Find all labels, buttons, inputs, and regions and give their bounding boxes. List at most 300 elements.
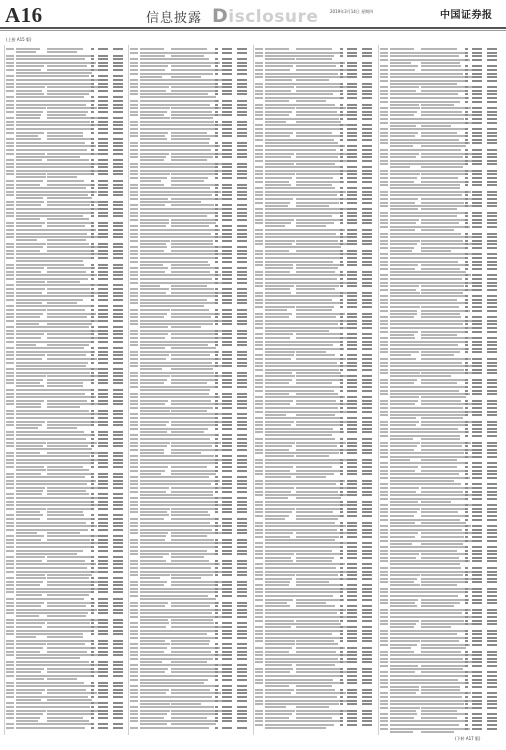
table-row-text (140, 58, 174, 60)
table-row-text (222, 647, 232, 649)
table-row-text (91, 702, 94, 704)
table-row-text (130, 58, 138, 60)
table-row-text (340, 438, 343, 440)
table-row-text (380, 633, 388, 635)
table-row-text (340, 462, 343, 464)
table-row-text (237, 153, 247, 155)
table-row-text (296, 142, 338, 144)
table-row-text (465, 222, 468, 224)
table-row-text (265, 584, 289, 586)
table-row-text (6, 706, 14, 708)
table-row-text (421, 156, 463, 158)
table-row-text (296, 83, 340, 85)
table-row-text (380, 574, 388, 576)
table-row-text (362, 428, 372, 430)
table-row-text (296, 525, 346, 527)
table-row-text (390, 529, 421, 531)
table-row-text (6, 661, 14, 663)
table-row-text (255, 76, 263, 78)
table-row-text (140, 153, 169, 155)
table-row-text (237, 449, 247, 451)
table-row-text (390, 731, 413, 733)
table-row-text (47, 295, 92, 297)
table-row-text (215, 651, 218, 653)
table-row-text (390, 396, 419, 398)
table-row-text (215, 518, 218, 520)
table-row-text (380, 261, 388, 263)
table-row-text (255, 400, 263, 402)
table-row-text (47, 706, 90, 708)
table-row-text (296, 299, 332, 301)
table-row-text (215, 215, 218, 217)
table-row-text (340, 550, 343, 552)
table-row-text (171, 574, 213, 576)
table-row-text (487, 337, 497, 339)
table-row-text (140, 138, 167, 140)
table-row-text (47, 689, 86, 691)
table-row-text (296, 567, 336, 569)
table-row-text (421, 229, 454, 231)
table-row-text (91, 563, 94, 565)
table-row-text (6, 434, 14, 436)
table-row-text (91, 504, 94, 506)
table-row-text (215, 407, 218, 409)
table-row-text (362, 522, 372, 524)
table-row-text (465, 215, 468, 217)
table-row-text (362, 487, 372, 489)
table-row-text (98, 368, 108, 370)
table-row-text (215, 706, 218, 708)
table-row-text (98, 233, 108, 235)
table-row-text (347, 135, 357, 137)
table-row-text (380, 414, 388, 416)
table-row-text (340, 292, 343, 294)
table-row-text (113, 563, 123, 565)
table-row-text (362, 713, 372, 715)
table-row-text (296, 651, 336, 653)
table-row-text (421, 393, 470, 395)
table-row-text (47, 723, 94, 725)
table-row-text (237, 365, 247, 367)
table-row-text (421, 424, 467, 426)
table-row-text (340, 48, 343, 50)
table-row-text (130, 654, 138, 656)
table-row-text (472, 620, 482, 622)
table-row-text (465, 344, 468, 346)
table-row-text (487, 160, 497, 162)
table-row-text (465, 236, 468, 238)
table-row-text (47, 550, 83, 552)
table-row-text (380, 724, 388, 726)
table-row-text (340, 253, 343, 255)
table-row-text (296, 250, 340, 252)
table-row-text (255, 571, 263, 573)
table-row-text (347, 354, 357, 356)
table-row-text (47, 132, 83, 134)
table-row-text (130, 605, 138, 607)
table-row-text (296, 194, 337, 196)
table-row-text (362, 257, 372, 259)
table-row-text (47, 257, 93, 259)
table-row-text (222, 581, 232, 583)
table-row-text (16, 396, 47, 398)
table-row-text (171, 274, 221, 276)
table-row-text (265, 375, 295, 377)
table-row-text (16, 337, 41, 339)
table-row-text (255, 511, 263, 513)
table-row-text (16, 518, 40, 520)
table-row-text (47, 514, 84, 516)
table-row-text (347, 724, 357, 726)
table-row-text (6, 462, 14, 464)
table-row-text (347, 132, 357, 134)
table-row-text (16, 529, 47, 531)
table-row-text (130, 692, 138, 694)
table-row-text (130, 400, 138, 402)
table-row-text (255, 202, 263, 204)
table-row-text (215, 233, 218, 235)
table-row-text (91, 442, 94, 444)
table-row-text (98, 142, 108, 144)
table-row-text (347, 344, 357, 346)
table-row-text (16, 284, 48, 286)
table-row-text (380, 257, 388, 259)
table-column-3 (253, 45, 374, 735)
table-row-text (130, 153, 138, 155)
table-row-text (265, 271, 290, 273)
table-row-text (255, 424, 263, 426)
table-row-text (362, 386, 372, 388)
table-row-text (487, 247, 497, 249)
table-row-text (140, 316, 164, 318)
table-row-text (390, 462, 421, 464)
table-row-text (140, 62, 171, 64)
table-row-text (130, 191, 138, 193)
table-row-text (265, 351, 295, 353)
table-row-text (98, 96, 108, 98)
table-row-text (296, 623, 341, 625)
table-row-text (237, 316, 247, 318)
table-row-text (140, 682, 173, 684)
table-row-text (16, 159, 42, 161)
table-row-text (130, 107, 138, 109)
table-row-text (472, 149, 482, 151)
table-row-text (130, 93, 138, 95)
table-row-text (215, 668, 218, 670)
table-row-text (472, 424, 482, 426)
table-row-text (362, 483, 372, 485)
table-row-text (487, 591, 497, 593)
table-row-text (140, 159, 164, 161)
table-row-text (255, 574, 263, 576)
table-row-text (362, 302, 372, 304)
table-row-text (237, 111, 247, 113)
table-row-text (47, 372, 90, 374)
table-row-text (140, 529, 171, 531)
table-row-text (362, 149, 372, 151)
table-row-text (215, 323, 218, 325)
table-row-text (380, 139, 388, 141)
table-row-text (390, 487, 419, 489)
table-row-text (16, 204, 41, 206)
table-row-text (47, 612, 88, 614)
table-row-text (255, 584, 263, 586)
table-row-text (113, 358, 123, 360)
table-row-text (215, 442, 218, 444)
table-row-text (472, 212, 482, 214)
table-row-text (265, 518, 285, 520)
table-row-text (6, 671, 14, 673)
table-row-text (130, 83, 138, 85)
table-row-text (113, 250, 123, 252)
table-row-text (472, 177, 482, 179)
table-row-text (130, 261, 138, 263)
table-row-text (237, 173, 247, 175)
table-row-text (47, 385, 83, 387)
table-row-text (472, 679, 482, 681)
table-row-text (98, 539, 108, 541)
table-row-text (390, 626, 414, 628)
table-row-text (487, 52, 497, 54)
table-row-text (222, 104, 232, 106)
table-row-text (380, 491, 388, 493)
table-row-text (113, 368, 123, 370)
table-row-text (340, 333, 343, 335)
table-row-text (380, 327, 388, 329)
table-row-text (47, 389, 94, 391)
table-row-text (390, 289, 416, 291)
table-row-text (47, 493, 89, 495)
table-row-text (296, 529, 337, 531)
table-row-text (390, 69, 415, 71)
table-row-text (215, 90, 218, 92)
table-row-text (340, 504, 343, 506)
table-row-text (487, 344, 497, 346)
table-row-text (380, 445, 388, 447)
table-row-text (255, 679, 263, 681)
table-row-text (130, 696, 138, 698)
table-row-text (140, 236, 173, 238)
table-row-text (171, 386, 218, 388)
table-row-text (472, 222, 482, 224)
table-row-text (465, 703, 468, 705)
table-row-text (222, 333, 232, 335)
table-row-text (237, 282, 247, 284)
table-row-text (380, 358, 388, 360)
table-row-text (472, 101, 482, 103)
table-row-text (6, 619, 14, 621)
table-row-text (347, 187, 357, 189)
table-row-text (113, 522, 123, 524)
table-row-text (296, 620, 339, 622)
table-row-text (113, 111, 123, 113)
table-row-text (255, 550, 263, 552)
table-row-text (171, 438, 210, 440)
table-row-text (362, 55, 372, 57)
table-row-text (91, 692, 94, 694)
table-row-text (47, 233, 87, 235)
table-row-text (130, 73, 138, 75)
table-row-text (140, 445, 167, 447)
table-row-text (296, 173, 342, 175)
table-row-text (421, 675, 467, 677)
table-row-text (215, 553, 218, 555)
table-row-text (6, 142, 14, 144)
table-row-text (255, 671, 263, 673)
table-row-text (487, 184, 497, 186)
table-row-text (265, 107, 295, 109)
table-row-text (255, 536, 263, 538)
table-row-text (140, 177, 167, 179)
table-row-text (222, 449, 232, 451)
table-row-text (222, 299, 232, 301)
table-row-text (140, 706, 173, 708)
table-row-text (6, 159, 14, 161)
table-row-text (171, 410, 207, 412)
table-row-text (16, 218, 40, 220)
table-row-text (421, 731, 454, 733)
table-row-text (222, 365, 232, 367)
table-row-text (362, 431, 372, 433)
table-row-text (98, 372, 108, 374)
table-row-text (390, 637, 423, 639)
table-row-text (472, 504, 482, 506)
table-row-text (421, 292, 463, 294)
table-row-text (237, 616, 247, 618)
table-row-text (98, 647, 108, 649)
table-row-text (16, 682, 51, 684)
table-row-text (421, 166, 463, 168)
table-row-text (98, 400, 108, 402)
table-row-text (296, 553, 343, 555)
table-row-text (255, 285, 263, 287)
table-row-text (465, 177, 468, 179)
table-row-text (113, 591, 123, 593)
table-row-text (237, 396, 247, 398)
table-row-text (113, 351, 123, 353)
table-row-text (340, 574, 343, 576)
table-row-text (222, 313, 232, 315)
table-row-text (390, 250, 412, 252)
table-row-text (113, 246, 123, 248)
table-row-text (465, 407, 468, 409)
table-row-text (47, 48, 83, 50)
table-row-text (237, 497, 247, 499)
table-row-text (215, 86, 218, 88)
table-row-text (91, 671, 94, 673)
table-row-text (421, 233, 461, 235)
table-row-text (390, 480, 421, 482)
table-row-text (215, 372, 218, 374)
table-row-text (472, 633, 482, 635)
table-row-text (472, 107, 482, 109)
table-row-text (6, 713, 14, 715)
table-row-text (472, 651, 482, 653)
table-row-text (255, 62, 263, 64)
table-row-text (472, 310, 482, 312)
table-row-text (296, 149, 336, 151)
table-row-text (487, 508, 497, 510)
table-row-text (98, 455, 108, 457)
table-row-text (215, 225, 218, 227)
table-row-text (362, 153, 372, 155)
table-row-text (472, 198, 482, 200)
table-row-text (98, 514, 108, 516)
table-row-text (347, 417, 357, 419)
table-row-text (487, 132, 497, 134)
table-row-text (16, 132, 44, 134)
table-row-text (222, 107, 232, 109)
table-row-text (237, 553, 247, 555)
table-row-text (113, 535, 123, 537)
table-row-text (130, 445, 138, 447)
table-row-text (296, 692, 346, 694)
table-row-text (215, 563, 218, 565)
table-row-text (113, 65, 123, 67)
table-row-text (16, 138, 41, 140)
table-row-text (296, 599, 344, 601)
table-row-text (362, 111, 372, 113)
table-row-text (380, 550, 388, 552)
table-row-text (91, 612, 94, 614)
table-row-text (237, 156, 247, 158)
table-row-text (265, 480, 300, 482)
table-row-text (98, 522, 108, 524)
table-row-text (472, 337, 482, 339)
table-row-text (472, 163, 482, 165)
table-row-text (421, 546, 466, 548)
table-row-text (421, 222, 459, 224)
table-row-text (255, 483, 263, 485)
table-row-text (472, 369, 482, 371)
table-row-text (171, 261, 208, 263)
table-row-text (47, 393, 85, 395)
table-row-text (421, 728, 470, 730)
table-row-text (215, 525, 218, 527)
table-row-text (465, 86, 468, 88)
table-row-text (296, 369, 339, 371)
table-row-text (215, 253, 218, 255)
table-row-text (465, 382, 468, 384)
table-row-text (215, 100, 218, 102)
table-row-text (380, 424, 388, 426)
table-row-text (296, 414, 335, 416)
table-row-text (465, 682, 468, 684)
table-row-text (237, 501, 247, 503)
table-row-text (362, 689, 372, 691)
table-row-text (140, 671, 165, 673)
table-row-text (296, 219, 343, 221)
table-row-text (130, 208, 138, 210)
table-row-text (472, 331, 482, 333)
table-row-text (380, 264, 388, 266)
table-row-text (98, 253, 108, 255)
table-row-text (380, 456, 388, 458)
table-row-text (487, 351, 497, 353)
table-row-text (171, 138, 210, 140)
table-row-text (465, 191, 468, 193)
table-row-text (296, 62, 345, 64)
table-row-text (222, 616, 232, 618)
table-row-text (222, 643, 232, 645)
table-row-text (237, 386, 247, 388)
table-row-text (390, 145, 413, 147)
table-row-text (487, 686, 497, 688)
table-row-text (465, 323, 468, 325)
table-row-text (237, 124, 247, 126)
table-row-text (390, 191, 424, 193)
table-row-text (113, 651, 123, 653)
